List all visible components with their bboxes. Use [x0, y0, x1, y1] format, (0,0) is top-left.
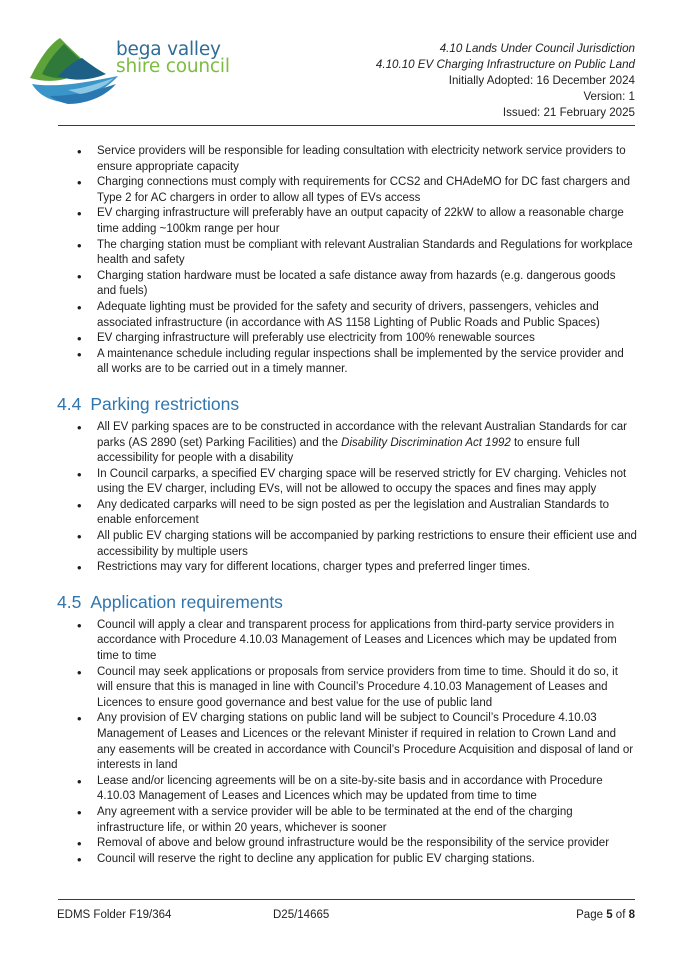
intro-bullet-list — [57, 144, 637, 378]
list-item: • Restrictions may vary for different locations, charger types and preferred linger times. — [57, 560, 637, 576]
list-item: • Charging connections must comply with requirements for CCS2 and CHAdeMO for DC fast chargers and Type 2 for AC chargers in order to allow all types of EVs access — [57, 175, 637, 206]
logo-line-1: bega valley — [116, 39, 221, 60]
logo-line-2: shire council — [116, 55, 230, 77]
list-item: • Adequate lighting must be provided for the safety and security of drivers, passengers, vehicles and associated infrastructure (in accordance with AS 1158 Lighting of Public Roads and Public Spaces) — [57, 300, 637, 331]
meta-policy-title: 4.10.10 EV Charging Infrastructure on Public Land — [375, 58, 635, 71]
meta-version: Version: 1 — [583, 90, 635, 103]
meta-issued: Issued: 21 February 2025 — [502, 106, 635, 119]
footer-divider — [58, 899, 635, 900]
list-item: • Lease and/or licencing agreements will be on a site-by-site basis and in accordance with Procedure 4.10.03 Management of Leases and Licences which may be updated from time to time — [57, 774, 637, 805]
list-item: • Council may seek applications or proposals from service providers from time to time. Should it do so, it will ensure that this is managed in line with Council’s Procedure 4.10.03 Management of Leases and Licences to ensure good governance and best value for the use of public land — [57, 665, 637, 712]
act-title: Disability Discrimination Act 1992 — [341, 436, 511, 449]
total-pages: 8 — [628, 909, 635, 921]
header-divider — [58, 125, 635, 126]
page-number — [576, 909, 635, 921]
section-title: Parking restrictions — [90, 393, 240, 414]
list-item: • EV charging infrastructure will preferably use electricity from 100% renewable sources — [57, 331, 637, 347]
list-item: • All public EV charging stations will be accompanied by parking restrictions to ensure their efficient use and accessibility by multiple users — [57, 529, 637, 560]
logo-wordmark — [116, 41, 230, 76]
document-reference: D25/14665 — [273, 909, 330, 921]
list-item-text: All EV parking spaces are to be constructed in accordance with the relevant Australian Standards for car parks (AS 2890 (set) Parking Facilities) and the — [97, 420, 627, 449]
list-item: • The charging station must be compliant with relevant Australian Standards and Regulations for workplace health and safety — [57, 238, 637, 269]
current-page: 5 — [606, 909, 613, 921]
list-item — [57, 420, 637, 467]
list-item: • Council will reserve the right to decline any application for public EV charging stations. — [57, 852, 637, 868]
logo-mark-icon — [28, 30, 128, 106]
list-item: • Any dedicated carparks will need to be sign posted as per the legislation and Australian Standards to enable enforcement — [57, 498, 637, 529]
list-item: • A maintenance schedule including regular inspections shall be implemented by the service provider and all works are to be carried out in a timely manner. — [57, 347, 637, 378]
list-item: • EV charging infrastructure will preferably have an output capacity of 22kW to allow a reasonable charge time adding ~100km range per hour — [57, 206, 637, 237]
page-of: of — [612, 909, 629, 921]
list-item: • Council will apply a clear and transparent process for applications from third-party service providers in accordance with Procedure 4.10.03 Management of Leases and Licences which may be updated from time to time — [57, 618, 637, 665]
list-item: • Removal of above and below ground infrastructure would be the responsibility of the service provider — [57, 836, 637, 852]
application-bullet-list — [57, 618, 637, 868]
section-number: 4.4 — [57, 393, 82, 414]
document-body — [57, 144, 637, 867]
section-heading-parking — [57, 393, 637, 415]
meta-adopted: Initially Adopted: 16 December 2024 — [448, 74, 635, 87]
edms-folder: EDMS Folder F19/364 — [57, 909, 172, 921]
list-item: • In Council carparks, a specified EV charging space will be reserved strictly for EV charging. Vehicles not using the EV charger, including EVs, will not be allowed to occupy the spaces and fines may apply — [57, 467, 637, 498]
council-logo — [28, 30, 258, 106]
parking-bullet-list — [57, 420, 637, 576]
list-item-text: to ensure full accessibility for people with a disability — [97, 436, 580, 465]
list-item: • Charging station hardware must be located a safe distance away from hazards (e.g. dangerous goods and fuels) — [57, 269, 637, 300]
section-number: 4.5 — [57, 591, 82, 612]
document-meta — [376, 41, 635, 121]
list-item: • Any agreement with a service provider will be able to be terminated at the end of the charging infrastructure life, or within 20 years, whichever is sooner — [57, 805, 637, 836]
meta-category: 4.10 Lands Under Council Jurisdiction — [439, 42, 635, 55]
page-prefix: Page — [576, 909, 607, 921]
page-footer — [57, 909, 635, 925]
section-heading-application — [57, 591, 637, 613]
list-item: • Service providers will be responsible for leading consultation with electricity network service providers to ensure appropriate capacity — [57, 144, 637, 175]
section-title: Application requirements — [90, 591, 283, 612]
list-item: • Any provision of EV charging stations on public land will be subject to Council’s Procedure 4.10.03 Management of Leases and Licences or the relevant Minister if required in relation to Crown Land and any easements will be created in accordance with Council’s Procedure Acquisition and disposal of land or interests in land — [57, 711, 637, 773]
